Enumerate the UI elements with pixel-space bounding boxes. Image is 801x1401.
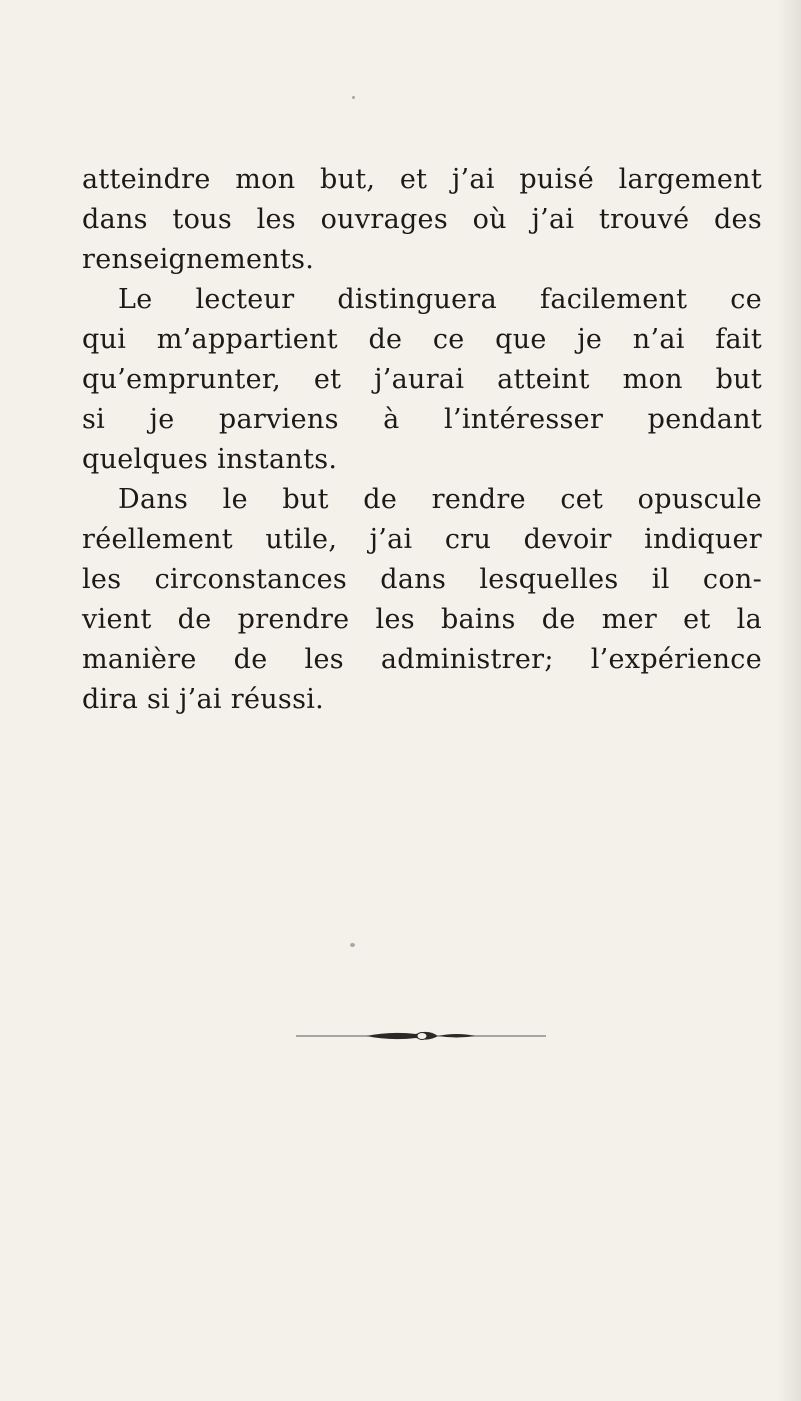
text-line-9: Dans le but de rendre cet opuscule (118, 484, 762, 515)
paper-speck (350, 943, 355, 947)
paper-speck (352, 96, 355, 99)
page-edge-shadow (777, 0, 801, 1401)
body-text (82, 160, 762, 720)
text-line-8: quelques instants. (82, 444, 338, 475)
text-line-6: qu’emprunter, et j’aurai atteint mon but (82, 364, 762, 395)
text-line-4: Le lecteur distinguera facilement ce (118, 284, 762, 315)
text-line-10: réellement utile, j’ai cru devoir indiquer (82, 524, 762, 555)
text-line-11: les circonstances dans lesquelles il con- (82, 564, 762, 595)
text-line-14: dira si j’ai réussi. (82, 684, 325, 715)
text-line-3: renseignements. (82, 244, 315, 275)
end-ornament (296, 1030, 546, 1042)
text-line-7: si je parviens à l’intéresser pendant (82, 404, 762, 435)
text-line-12: vient de prendre les bains de mer et la (82, 604, 762, 635)
text-line-5: qui m’appartient de ce que je n’ai fait (82, 324, 762, 355)
text-line-13: manière de les administrer; l’expérience (82, 644, 762, 675)
text-line-1: atteindre mon but, et j’ai puisé largement (82, 164, 762, 195)
text-line-2: dans tous les ouvrages où j’ai trouvé des (82, 204, 762, 235)
